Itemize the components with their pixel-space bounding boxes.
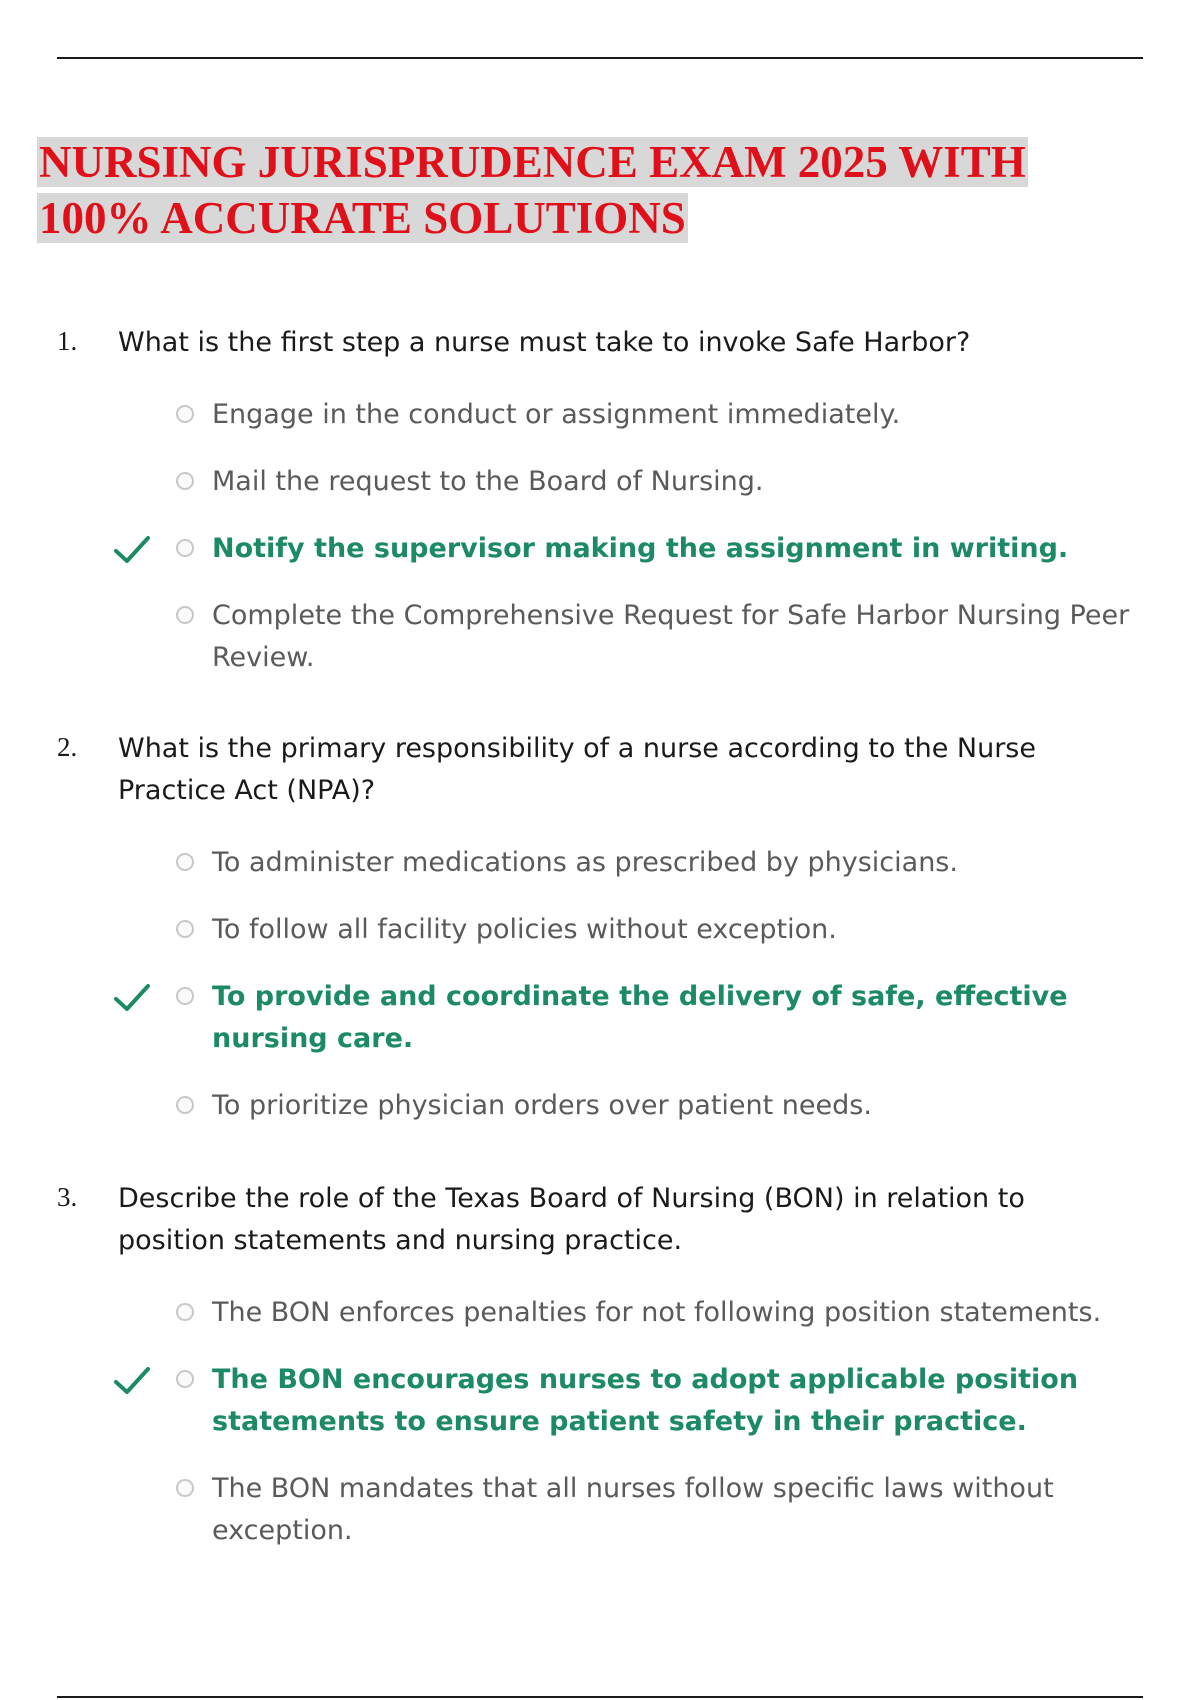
question-text: What is the first step a nurse must take to invoke Safe Harbor? xyxy=(118,327,971,358)
answer-option[interactable] xyxy=(212,1468,1172,1552)
title-line-1: NURSING JURISPRUDENCE EXAM 2025 WITH xyxy=(39,137,1026,187)
radio-circle-icon[interactable] xyxy=(176,472,194,490)
radio-circle-icon[interactable] xyxy=(176,853,194,871)
answer-option-correct[interactable] xyxy=(212,976,1172,1060)
option-text: The BON encourages nurses to adopt applicable position statements to ensure patient safety in their practice. xyxy=(212,1364,1079,1437)
answer-option[interactable] xyxy=(212,1085,1172,1127)
bottom-divider xyxy=(57,1696,1143,1698)
question-text: What is the primary responsibility of a nurse according to the Nurse Practice Act (NPA)? xyxy=(118,733,1036,806)
option-text: Notify the supervisor making the assignment in writing. xyxy=(212,533,1069,564)
title-line-2: 100% ACCURATE SOLUTIONS xyxy=(39,193,686,243)
option-text: The BON enforces penalties for not following position statements. xyxy=(212,1297,1102,1328)
question-number: 3. xyxy=(57,1182,78,1212)
radio-circle-icon[interactable] xyxy=(176,920,194,938)
radio-circle-icon[interactable] xyxy=(176,987,194,1005)
answer-option[interactable] xyxy=(212,909,1172,951)
radio-circle-icon[interactable] xyxy=(176,1370,194,1388)
answer-option[interactable] xyxy=(212,394,1172,436)
checkmark-icon xyxy=(112,1363,152,1399)
option-text: Engage in the conduct or assignment immediately. xyxy=(212,399,901,430)
answer-option[interactable] xyxy=(212,595,1172,679)
answer-option[interactable] xyxy=(212,461,1172,503)
option-text: To provide and coordinate the delivery of safe, effective nursing care. xyxy=(212,981,1068,1054)
option-text: Complete the Comprehensive Request for Safe Harbor Nursing Peer Review. xyxy=(212,600,1130,673)
question-3 xyxy=(0,1178,1200,1577)
radio-circle-icon[interactable] xyxy=(176,539,194,557)
document-title xyxy=(37,134,1167,246)
answer-option[interactable] xyxy=(212,842,1172,884)
radio-circle-icon[interactable] xyxy=(176,1303,194,1321)
question-1 xyxy=(0,322,1200,704)
question-2 xyxy=(0,728,1200,1152)
checkmark-icon xyxy=(112,532,152,568)
option-text: To prioritize physician orders over patient needs. xyxy=(212,1090,872,1121)
option-text: To follow all facility policies without exception. xyxy=(212,914,837,945)
question-number: 1. xyxy=(57,326,78,356)
top-divider xyxy=(57,57,1143,59)
checkmark-icon xyxy=(112,980,152,1016)
answer-option[interactable] xyxy=(212,1292,1172,1334)
option-text: Mail the request to the Board of Nursing. xyxy=(212,466,764,497)
radio-circle-icon[interactable] xyxy=(176,1479,194,1497)
answer-options xyxy=(0,842,1200,1127)
answer-options xyxy=(0,394,1200,679)
radio-circle-icon[interactable] xyxy=(176,606,194,624)
option-text: The BON mandates that all nurses follow specific laws without exception. xyxy=(212,1473,1054,1546)
radio-circle-icon[interactable] xyxy=(176,1096,194,1114)
answer-option-correct[interactable] xyxy=(212,1359,1172,1443)
question-text: Describe the role of the Texas Board of Nursing (BON) in relation to position statements and nursing practice. xyxy=(118,1183,1025,1256)
radio-circle-icon[interactable] xyxy=(176,405,194,423)
option-text: To administer medications as prescribed by physicians. xyxy=(212,847,958,878)
question-number: 2. xyxy=(57,732,78,762)
answer-option-correct[interactable] xyxy=(212,528,1172,570)
answer-options xyxy=(0,1292,1200,1552)
